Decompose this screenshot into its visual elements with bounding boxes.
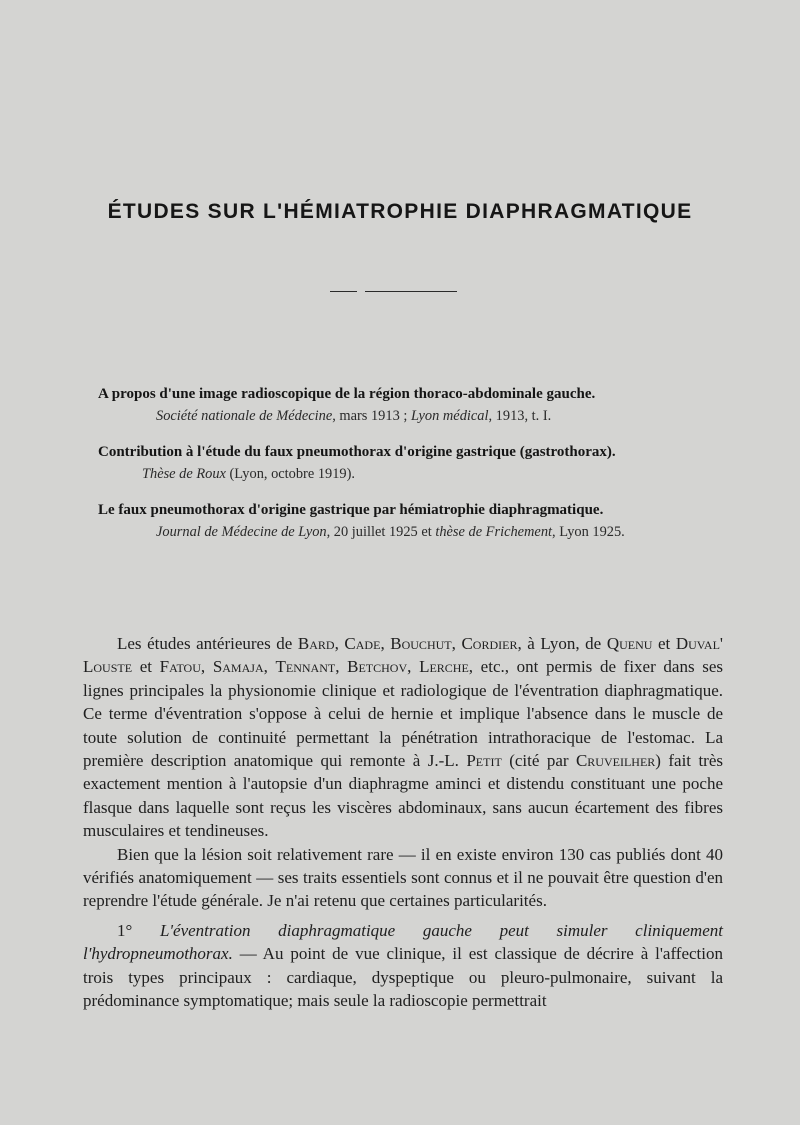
reference-journal: Journal de Médecine de Lyon bbox=[156, 524, 327, 540]
reference-item bbox=[98, 384, 704, 426]
paragraph: Bien que la lésion soit relativement rare — il en existe environ 130 cas publiés dont 40 vérifiés anatomiquement — ses traits essentiels sont connus et il ne pouvait être question d'en reprendre l'étude générale. Je n'ai retenu que certaines particularités. bbox=[83, 844, 723, 911]
paragraph bbox=[83, 632, 723, 843]
reference-thesis: thèse de Frichement bbox=[435, 524, 553, 540]
author-name: Quenu bbox=[606, 634, 653, 653]
page-title: ÉTUDES SUR L'HÉMIATROPHIE DIAPHRAGMATIQUE bbox=[107, 200, 693, 223]
text: ) fait très exactement mention à l'autopsie d'un diaphragme aminci et distendu constituant une poche flasque dans laquelle sont reçus les viscères abdominaux, sans aucun écartement des fibres musculaires et tendineuses. bbox=[83, 751, 723, 841]
text: et bbox=[652, 634, 676, 653]
section-number: 1° bbox=[117, 920, 160, 940]
author-name: Bouchut bbox=[390, 634, 452, 653]
section-heading: L'éventration diaphragmatique gauche peut simuler cliniquement l'hydropneumothorax. bbox=[83, 920, 723, 964]
reference-source-text: , mars 1913 ; bbox=[332, 408, 411, 424]
author-name: Bard bbox=[297, 634, 335, 653]
text: , bbox=[407, 657, 420, 677]
reference-title: Contribution à l'étude du faux pneumothorax d'origine gastrique (gastrothorax). bbox=[98, 444, 616, 460]
reference-list bbox=[98, 384, 704, 558]
text: , bbox=[380, 634, 391, 653]
reference-source bbox=[98, 464, 704, 484]
reference-source-text: , Lyon 1925. bbox=[552, 524, 625, 540]
text: , bbox=[263, 657, 276, 677]
title-rule-short bbox=[330, 291, 357, 292]
reference-source-text: (Lyon, octobre 1919). bbox=[225, 466, 356, 482]
author-name: Betchov bbox=[347, 657, 408, 677]
author-name: Lerche bbox=[419, 657, 469, 677]
text: , à Lyon, de bbox=[517, 634, 607, 653]
author-name: Tennant bbox=[275, 657, 336, 677]
text: , etc., ont permis de fixer dans ses lignes principales la physionomie clinique et radiologique de l'éventration diaphragmatique. Ce terme d'éventration s'oppose à celui de hernie et implique l'absence dans le muscle de toute solution de continuité permettant la pénétration intrathoracique de l'estomac. La première description anatomique qui remonte à J.-L. bbox=[83, 657, 723, 771]
text: — Au point de vue clinique, il est classique de décrire à l'affection trois types principaux : cardiaque, dyspeptique ou pleuro-pulmonaire, suivant la prédominance symptomatique; mais seule la radioscopie permettrait bbox=[83, 944, 723, 1011]
title-rule-long bbox=[365, 291, 457, 292]
paragraph bbox=[83, 919, 723, 1013]
author-name: Cordier bbox=[461, 634, 518, 653]
author-name: Cruveilher bbox=[575, 751, 656, 771]
text: et bbox=[132, 657, 160, 677]
reference-item bbox=[98, 442, 704, 484]
reference-journal: Société nationale de Médecine bbox=[156, 408, 333, 424]
body-text bbox=[83, 632, 723, 1013]
reference-source bbox=[98, 406, 704, 426]
reference-title: A propos d'une image radioscopique de la région thoraco-abdominale gauche. bbox=[98, 386, 596, 402]
text: (cité par bbox=[501, 751, 576, 771]
text: , bbox=[200, 657, 213, 677]
text: , bbox=[335, 657, 348, 677]
author-name: Cade bbox=[344, 634, 381, 653]
author-name: Samaja bbox=[212, 657, 264, 677]
text: ' bbox=[719, 634, 723, 653]
text: , bbox=[451, 634, 462, 653]
reference-item bbox=[98, 500, 704, 542]
author-name: Louste bbox=[83, 657, 133, 677]
reference-journal: Lyon médical bbox=[410, 408, 489, 424]
text: , bbox=[334, 634, 345, 653]
author-name: Duval bbox=[675, 634, 720, 653]
reference-title: Le faux pneumothorax d'origine gastrique par hémiatrophie diaphragmatique. bbox=[98, 502, 604, 518]
reference-thesis: Thèse de Roux bbox=[142, 466, 226, 482]
reference-source bbox=[98, 522, 704, 542]
reference-source-text: , 1913, t. I. bbox=[488, 408, 552, 424]
text: Les études antérieures de bbox=[117, 634, 298, 653]
author-name: Fatou bbox=[159, 657, 201, 677]
reference-source-text: , 20 juillet 1925 et bbox=[326, 524, 436, 540]
author-name: Petit bbox=[466, 751, 502, 771]
